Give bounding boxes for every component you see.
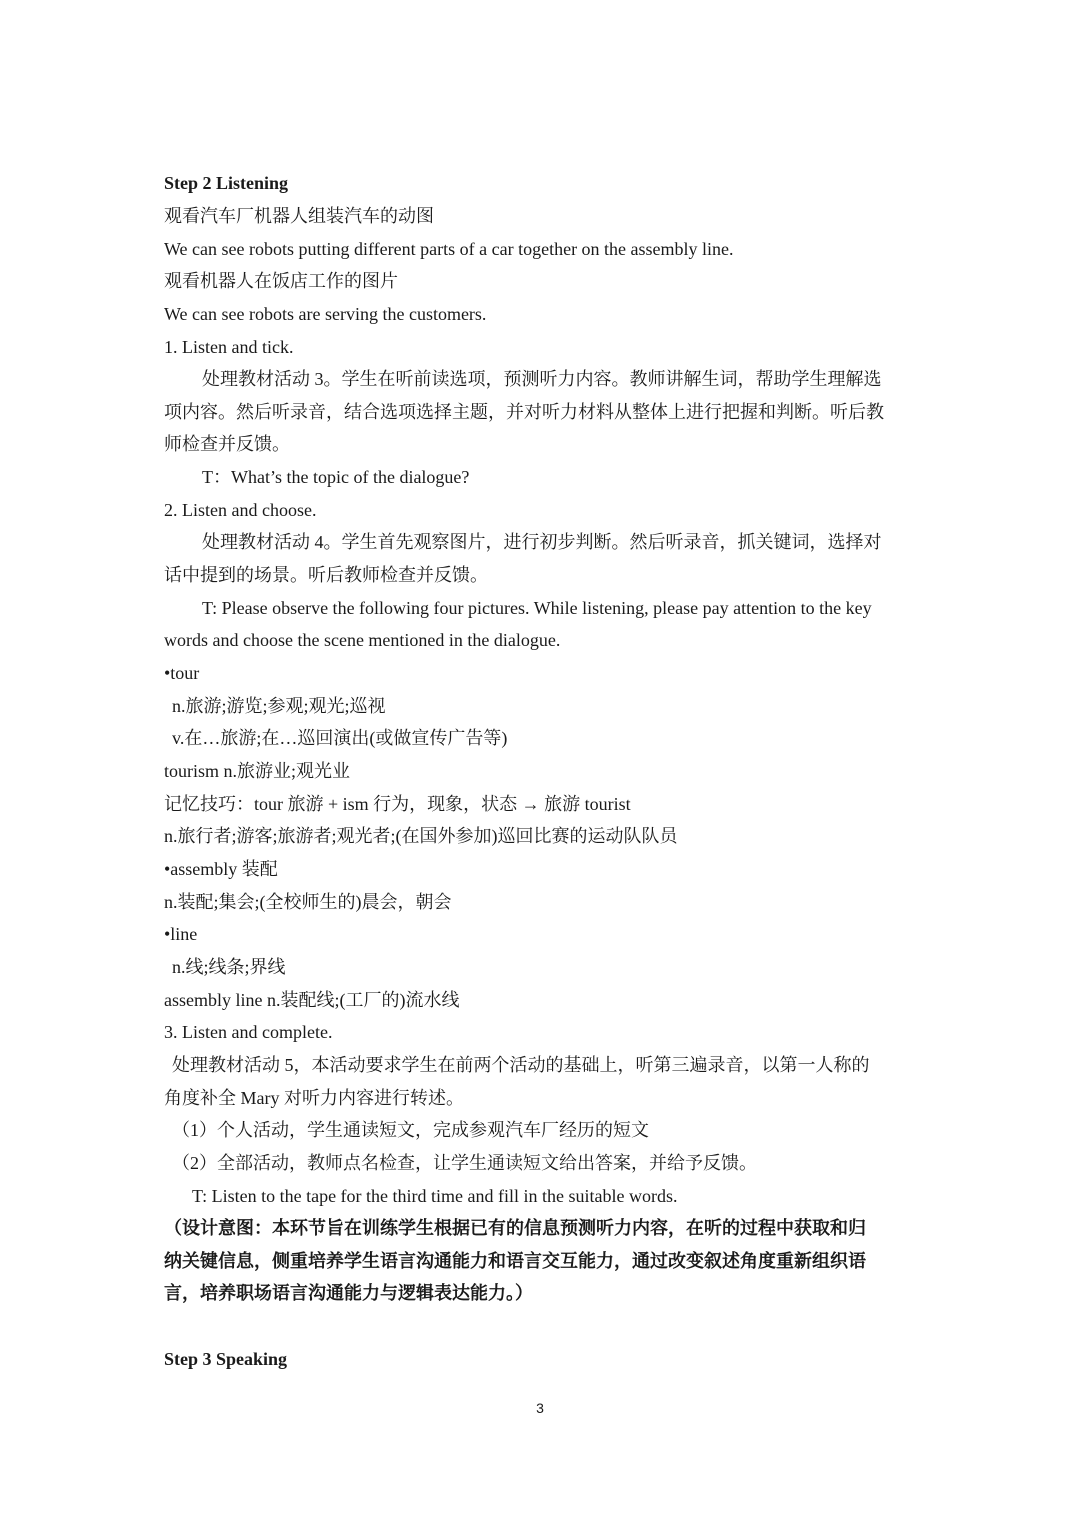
- design-intent-line: 言，培养职场语言沟通能力与逻辑表达能力。）: [164, 1283, 533, 1303]
- text-line: 观看机器人在饭店工作的图片: [164, 271, 398, 291]
- page-number: 3: [536, 1400, 544, 1416]
- text-line: v.在…旅游;在…巡回演出(或做宣传广告等): [172, 728, 508, 748]
- text-line: words and choose the scene mentioned in the dialogue.: [164, 630, 561, 650]
- list-heading: 2. Listen and choose.: [164, 500, 317, 520]
- text-line: tourism n.旅游业;观光业: [164, 761, 351, 781]
- text-line: 项内容。然后听录音，结合选项选择主题，并对听力材料从整体上进行把握和判断。听后教: [164, 402, 884, 422]
- text-line: 观看汽车厂机器人组装汽车的动图: [164, 206, 434, 226]
- text-line: n.旅行者;游客;旅游者;观光者;(在国外参加)巡回比赛的运动队队员: [164, 826, 678, 846]
- text-line: T: Please observe the following four pictures. While listening, please pay attention to the key: [202, 598, 872, 618]
- design-intent-line: （设计意图：本环节旨在训练学生根据已有的信息预测听力内容，在听的过程中获取和归: [164, 1218, 866, 1238]
- vocab-item: •tour: [164, 663, 200, 683]
- text-line: 处理教材活动 5，本活动要求学生在前两个活动的基础上，听第三遍录音，以第一人称的: [172, 1055, 870, 1075]
- text-line: 处理教材活动 3。学生在听前读选项，预测听力内容。教师讲解生词，帮助学生理解选: [202, 369, 882, 389]
- text-line: 师检查并反馈。: [164, 434, 290, 454]
- text-line: （2）全部活动，教师点名检查，让学生通读短文给出答案，并给予反馈。: [172, 1153, 757, 1173]
- step2-heading: Step 2 Listening: [164, 173, 289, 193]
- text-line: 角度补全 Mary 对听力内容进行转述。: [164, 1088, 464, 1108]
- text-line: 记忆技巧：tour 旅游 + ism 行为，现象，状态 → 旅游 tourist: [164, 794, 631, 814]
- vocab-item: •assembly 装配: [164, 859, 278, 879]
- text-line: n.线;线条;界线: [172, 957, 286, 977]
- text-line: We can see robots are serving the customers.: [164, 304, 487, 324]
- list-heading: 1. Listen and tick.: [164, 337, 294, 357]
- text-line: n.装配;集会;(全校师生的)晨会，朝会: [164, 892, 452, 912]
- design-intent-line: 纳关键信息，侧重培养学生语言沟通能力和语言交互能力，通过改变叙述角度重新组织语: [164, 1251, 866, 1271]
- text-line: n.旅游;游览;参观;观光;巡视: [172, 696, 386, 716]
- text-line: （1）个人活动，学生通读短文，完成参观汽车厂经历的短文: [172, 1120, 649, 1140]
- list-heading: 3. Listen and complete.: [164, 1022, 333, 1042]
- step3-heading: Step 3 Speaking: [164, 1349, 288, 1369]
- text-line: 话中提到的场景。听后教师检查并反馈。: [164, 565, 488, 585]
- vocab-item: •line: [164, 924, 198, 944]
- text-line: assembly line n.装配线;(工厂的)流水线: [164, 990, 460, 1010]
- text-line: T：What’s the topic of the dialogue?: [202, 467, 470, 487]
- text-line: 处理教材活动 4。学生首先观察图片，进行初步判断。然后听录音，抓关键词，选择对: [202, 532, 882, 552]
- text-line: We can see robots putting different parts of a car together on the assembly line.: [164, 239, 734, 259]
- text-line: T: Listen to the tape for the third time and fill in the suitable words.: [192, 1186, 678, 1206]
